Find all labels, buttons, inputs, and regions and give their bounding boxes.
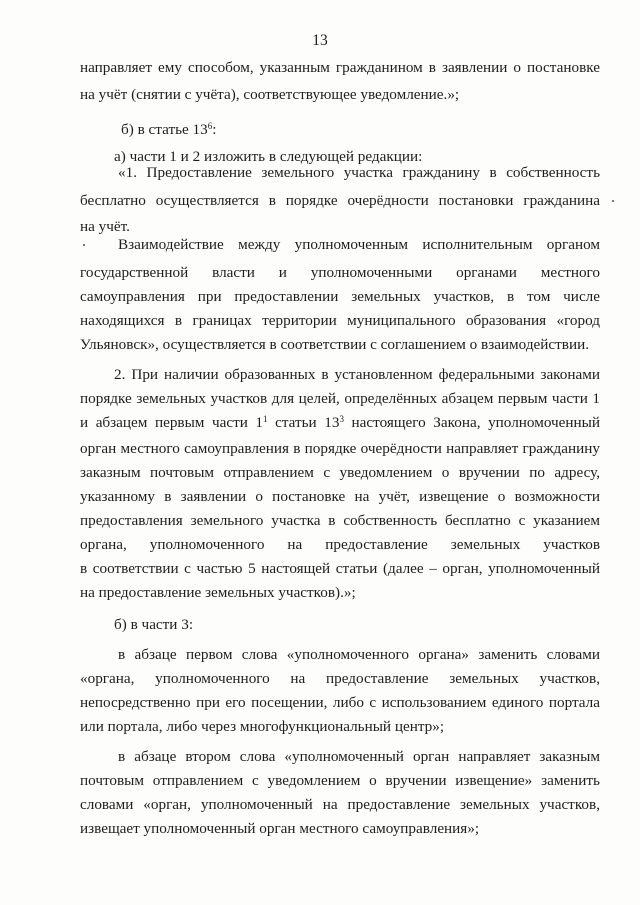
text-line: на предоставление земельных участков).»; <box>80 584 356 601</box>
text-line: на учёт. <box>80 218 130 235</box>
text-line: порядке земельных участков для целей, определённых абзацем первым части 1 <box>80 390 600 407</box>
text-line: самоуправления при предоставлении земельных участков, в том числе <box>80 288 600 305</box>
text-line: «органа, уполномоченного на предоставление земельных участков, <box>80 670 600 687</box>
text-run: : <box>212 121 217 138</box>
superscript: 1 <box>263 414 268 424</box>
text-line: 2. При наличии образованных в установленном федеральными законами <box>114 366 600 383</box>
text-line: извещает уполномоченный орган местного самоуправления»; <box>80 820 480 837</box>
text-line: б) в части 3: <box>114 616 194 633</box>
text-line: заказным почтовым отправлением с уведомлением о вручении по адресу, <box>80 464 600 481</box>
text-line <box>121 119 600 141</box>
text-run: статьи 13 <box>267 414 340 431</box>
text-line: в абзаце втором слова «уполномоченный орган направляет заказным <box>118 748 600 765</box>
text-line: Взаимодействие между уполномоченным исполнительным органом <box>118 236 600 253</box>
text-line: находящихся в границах территории муниципального образования «город <box>80 312 600 329</box>
text-line: предоставления земельного участка в собственность бесплатно с указанием <box>80 512 600 529</box>
text-line: направляет ему способом, указанным гражданином в заявлении о постановке <box>80 59 600 76</box>
text-run: б) в статье 13 <box>121 121 208 138</box>
text-line: Ульяновск», осуществляется в соответствии с соглашением о взаимодействии. <box>80 336 590 353</box>
text-line: почтовым отправлением с уведомлением о вручении извещение» заменить <box>80 772 600 789</box>
text-line: государственной власти и уполномоченными органами местного <box>80 264 600 281</box>
text-line: или портала, либо через многофункциональный центр»; <box>80 718 445 735</box>
superscript: 3 <box>339 414 344 424</box>
text-line: словами «орган, уполномоченный на предоставление земельных участков, <box>80 796 600 813</box>
scan-speck <box>83 244 85 246</box>
page-number: 13 <box>312 32 328 49</box>
text-line: в соответствии с частью 5 настоящей статьи (далее – орган, уполномоченный <box>80 560 600 577</box>
text-line: указанному в заявлении о постановке на учёт, извещение о возможности <box>80 488 600 505</box>
text-line: «1. Предоставление земельного участка гражданину в собственность <box>118 164 600 181</box>
text-line: непосредственно при его посещении, либо с использованием единого портала <box>80 694 600 711</box>
text-line: на учёт (снятии с учёта), соответствующее уведомление.»; <box>80 86 460 103</box>
text-run: и абзацем первым части 1 <box>80 414 264 431</box>
text-line: в абзаце первом слова «уполномоченного органа» заменить словами <box>118 646 600 663</box>
superscript: 6 <box>207 121 213 131</box>
text-line: органа, уполномоченного на предоставление земельных участков <box>80 536 600 553</box>
text-line <box>80 412 600 434</box>
text-line: а) части 1 и 2 изложить в следующей редакции: <box>114 148 423 165</box>
text-line: орган местного самоуправления в порядке очерёдности направляет гражданину <box>80 440 600 457</box>
scan-speck <box>612 200 614 202</box>
text-run: настоящего Закона, уполномоченный <box>343 414 600 431</box>
text-line: бесплатно осуществляется в порядке очерёдности постановки гражданина <box>80 192 600 209</box>
